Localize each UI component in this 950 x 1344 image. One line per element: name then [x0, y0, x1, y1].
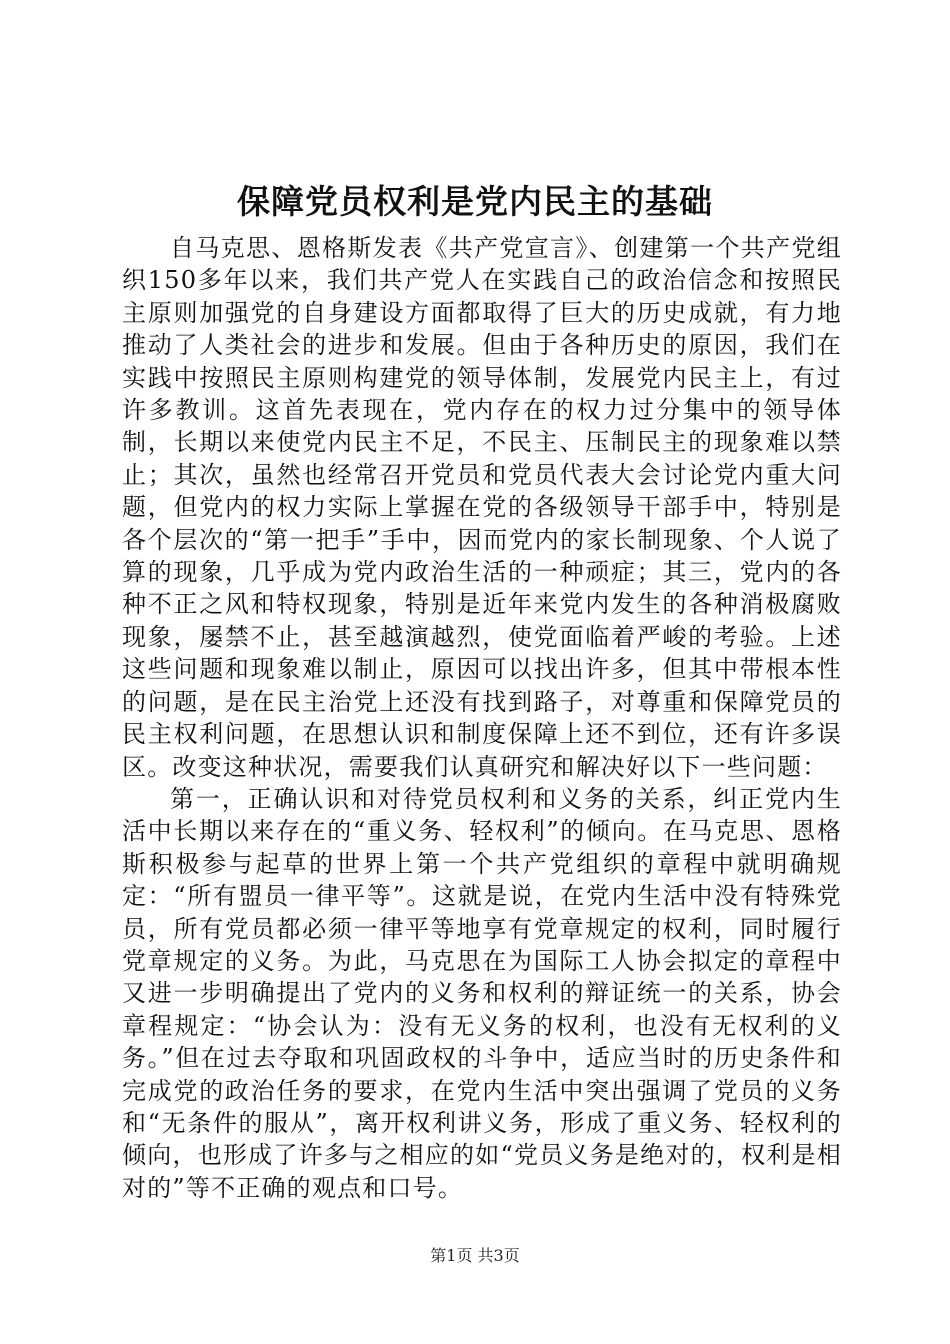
page-footer: 第1页 共3页: [430, 1246, 520, 1265]
paragraph-2: 第一，正确认识和对待党员权利和义务的关系，纠正党内生活中长期以来存在的“重义务、轻权利”的倾向。在马克思、恩格斯积极参与起草的世界上第一个共产党组织的章程中就明确规定：“所有盟员一律平等”。这就是说，在党内生活中没有特殊党员，所有党员都必须一律平等地享有党章规定的权利，同时履行党章规定的义务。为此，马克思在为国际工人协会拟定的章程中又进一步明确提出了党内的义务和权利的辩证统一的关系，协会章程规定：“协会认为：没有无义务的权利，也没有无权利的义务。”但在过去夺取和巩固政权的斗争中，适应当时的历史条件和完成党的政治任务的要求，在党内生活中突出强调了党员的义务和“无条件的服从”，离开权利讲义务，形成了重义务、轻权利的倾向，也形成了许多与之相应的如“党员义务是绝对的，权利是相对的”等不正确的观点和口号。: [122, 784, 842, 1202]
document-body: [122, 232, 842, 1204]
document-title: 保障党员权利是党内民主的基础: [237, 182, 713, 221]
paragraph-1: 自马克思、恩格斯发表《共产党宣言》、创建第一个共产党组织150多年以来，我们共产党人在实践自己的政治信念和按照民主原则加强党的自身建设方面都取得了巨大的历史成就，有力地推动了人类社会的进步和发展。但由于各种历史的原因，我们在实践中按照民主原则构建党的领导体制，发展党内民主上，有过许多教训。这首先表现在，党内存在的权力过分集中的领导体制，长期以来使党内民主不足，不民主、压制民主的现象难以禁止；其次，虽然也经常召开党员和党员代表大会讨论党内重大问题，但党内的权力实际上掌握在党的各级领导干部手中，特别是各个层次的“第一把手”手中，因而党内的家长制现象、个人说了算的现象，几乎成为党内政治生活的一种顽症；其三，党内的各种不正之风和特权现象，特别是近年来党内发生的各种消极腐败现象，屡禁不止，甚至越演越烈，使党面临着严峻的考验。上述这些问题和现象难以制止，原因可以找出许多，但其中带根本性的问题，是在民主治党上还没有找到路子，对尊重和保障党员的民主权利问题，在思想认识和制度保障上还不到位，还有许多误区。改变这种状况，需要我们认真研究和解决好以下一些问题：: [122, 234, 842, 781]
